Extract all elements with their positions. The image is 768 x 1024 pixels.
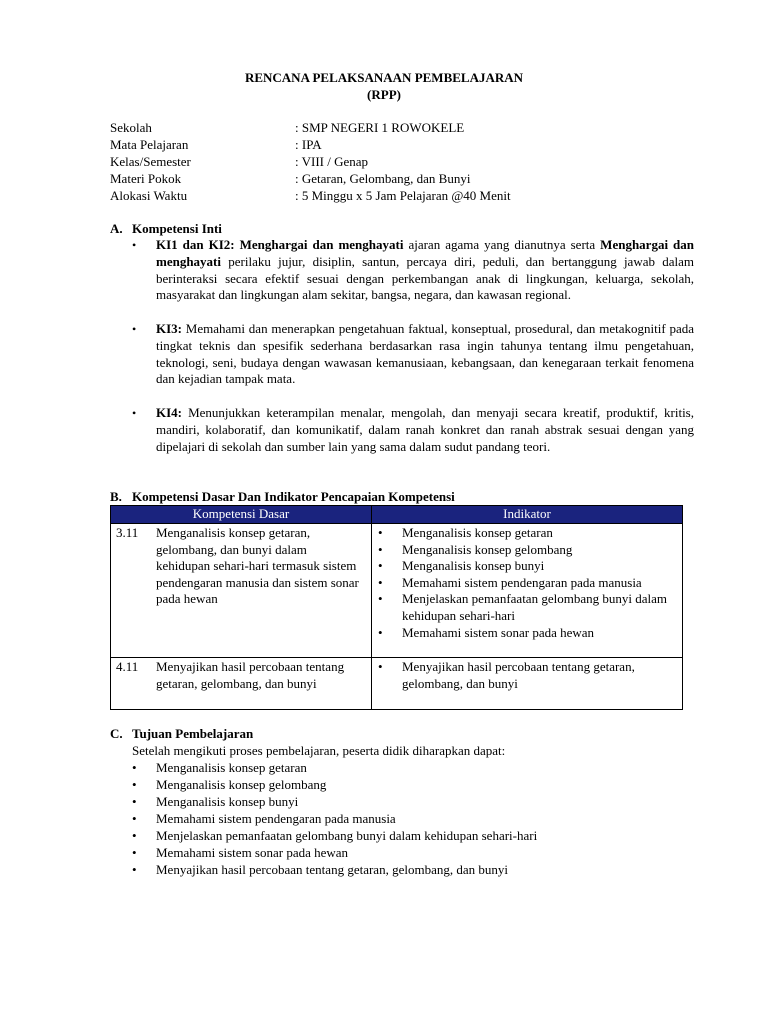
ki4-text: Menunjukkan keterampilan menalar, mengolah, dan menyaji secara kreatif, produktif, kritis, mandiri, kolaboratif, dan komunikatif, dalam ranah konkret dan ranah abstrak sesuai dengan yang dipelajari di sekolah dan sumber lain yang sama dalam sudut pandang teori. — [156, 405, 694, 454]
ki3-paragraph — [132, 321, 694, 388]
indikator-list — [372, 659, 682, 692]
ki1-ki2-paragraph — [132, 237, 695, 304]
indikator-cell — [372, 658, 683, 710]
tujuan-text: Memahami sistem pendengaran pada manusia — [156, 811, 396, 826]
ki1-label: KI1 dan KI2: Menghargai dan menghayati — [156, 237, 404, 252]
info-value: : 5 Minggu x 5 Jam Pelajaran @40 Menit — [295, 188, 511, 203]
info-row — [110, 170, 511, 187]
bullet-icon: • — [378, 659, 383, 674]
list-item — [132, 776, 537, 793]
info-key: Kelas/Semester — [110, 154, 191, 169]
list-item — [378, 542, 682, 559]
ki3-text: Memahami dan menerapkan pengetahuan faktual, konseptual, prosedural, dan metakognitif pada tingkat teknis dan spesifik sederhana berdasarkan rasa ingin tahunya tentang ilmu pengetahuan, teknologi, seni, budaya dengan wawasan kemanusiaan, kebangsaan, dan kenegaraan terkait fenomena dan kejadian tampak mata. — [156, 321, 694, 387]
table-row — [111, 524, 683, 658]
kd-text: Menganalisis konsep getaran, gelombang, dan bunyi dalam kehidupan sehari-hari termasuk sistem pendengaran manusia dan sistem sonar pada hewan — [156, 525, 359, 607]
kd-cell — [111, 524, 372, 658]
table-header-row — [111, 506, 683, 524]
info-row — [110, 136, 511, 153]
indikator-text: Menganalisis konsep bunyi — [402, 558, 545, 574]
indikator-text: Memahami sistem pendengaran pada manusia — [402, 574, 642, 590]
indikator-text: Menyajikan hasil percobaan tentang getaran, gelombang, dan bunyi — [402, 659, 635, 691]
info-value: : Getaran, Gelombang, dan Bunyi — [295, 171, 471, 186]
tujuan-block — [132, 742, 537, 878]
bullet-icon: • — [132, 238, 137, 252]
info-key: Mata Pelajaran — [110, 137, 189, 152]
ki4-paragraph — [132, 405, 694, 455]
kd-cell — [111, 658, 372, 710]
section-title: Kompetensi Dasar Dan Indikator Pencapaian Kompetensi — [132, 489, 455, 504]
info-row — [110, 119, 511, 136]
bullet-icon: • — [378, 574, 383, 590]
bullet-icon: • — [378, 541, 383, 557]
section-title: Tujuan Pembelajaran — [132, 726, 254, 741]
indikator-text: Menjelaskan pemanfaatan gelombang bunyi dalam kehidupan sehari-hari — [402, 591, 667, 623]
tujuan-text: Menjelaskan pemanfaatan gelombang bunyi dalam kehidupan sehari-hari — [156, 828, 538, 843]
section-letter: B. — [110, 489, 122, 504]
kd-number: 4.11 — [116, 659, 139, 674]
tujuan-intro: Setelah mengikuti proses pembelajaran, peserta didik diharapkan dapat: — [132, 743, 506, 758]
tujuan-text: Memahami sistem sonar pada hewan — [156, 845, 349, 860]
tujuan-text: Menganalisis konsep bunyi — [156, 794, 299, 809]
kd-text: Menyajikan hasil percobaan tentang getaran, gelombang, dan bunyi — [156, 659, 345, 691]
info-key: Materi Pokok — [110, 171, 182, 186]
ki2-label: Menghargai dan menghayati — [156, 237, 695, 269]
list-item — [132, 810, 537, 827]
section-title: Kompetensi Inti — [132, 221, 222, 236]
info-value: : SMP NEGERI 1 ROWOKELE — [295, 120, 465, 135]
indikator-text: Menganalisis konsep gelombang — [402, 541, 573, 557]
tujuan-text: Menyajikan hasil percobaan tentang getaran, gelombang, dan bunyi — [156, 862, 508, 877]
info-block — [110, 119, 511, 204]
list-item — [132, 827, 537, 844]
indikator-cell — [372, 524, 683, 658]
section-letter: C. — [110, 726, 123, 741]
indikator-text: Menganalisis konsep getaran — [402, 525, 553, 540]
ki2-text: perilaku jujur, disiplin, santun, percaya diri, peduli, dan bertanggung jawab dalam berinteraksi secara efektif sesuai dengan perkembangan anak di lingkungan, keluarga, sekolah, masyarakat dan lingkungan alam sekitar, bangsa, negara, dan kawasan regional. — [156, 253, 694, 303]
bullet-icon: • — [378, 591, 383, 607]
section-letter: A. — [110, 221, 123, 236]
ki4-label: KI4: — [156, 405, 182, 420]
list-item — [132, 759, 537, 776]
column-header-kd: Kompetensi Dasar — [111, 506, 372, 524]
list-item — [378, 558, 682, 575]
bullet-icon: • — [132, 794, 137, 809]
list-item — [378, 659, 682, 692]
bullet-icon: • — [132, 322, 137, 336]
bullet-icon: • — [132, 828, 137, 843]
section-b-heading — [110, 488, 455, 505]
bullet-icon: • — [378, 624, 383, 640]
list-item — [132, 844, 537, 861]
indikator-list — [372, 525, 682, 641]
list-item — [378, 591, 682, 624]
bullet-icon: • — [378, 558, 383, 574]
ki1-text: ajaran agama yang dianutnya serta — [403, 237, 601, 252]
column-header-indikator: Indikator — [372, 506, 683, 524]
bullet-icon: • — [132, 777, 137, 792]
info-row — [110, 187, 511, 204]
document-subtitle: (RPP) — [367, 87, 401, 102]
info-key: Alokasi Waktu — [110, 188, 188, 203]
tujuan-text: Menganalisis konsep gelombang — [156, 777, 327, 792]
bullet-icon: • — [132, 862, 137, 877]
section-a-heading — [110, 220, 222, 237]
list-item — [378, 575, 682, 592]
bullet-icon: • — [132, 845, 137, 860]
bullet-icon: • — [132, 811, 137, 826]
kd-number: 3.11 — [116, 525, 139, 540]
table-row — [111, 658, 683, 710]
ki3-label: KI3: — [156, 321, 182, 336]
list-item — [378, 525, 682, 542]
indikator-text: Memahami sistem sonar pada hewan — [402, 624, 595, 640]
list-item — [132, 793, 537, 810]
info-row — [110, 153, 511, 170]
info-value: : VIII / Genap — [295, 154, 369, 169]
list-item — [378, 625, 682, 642]
bullet-icon: • — [132, 406, 137, 420]
bullet-icon: • — [378, 525, 383, 540]
list-item — [132, 861, 537, 878]
info-value: : IPA — [295, 137, 322, 152]
kompetensi-table — [110, 505, 683, 710]
section-c-heading — [110, 725, 253, 742]
info-key: Sekolah — [110, 120, 152, 135]
bullet-icon: • — [132, 760, 137, 775]
document-title: RENCANA PELAKSANAAN PEMBELAJARAN — [244, 70, 524, 85]
tujuan-text: Menganalisis konsep getaran — [156, 760, 307, 775]
